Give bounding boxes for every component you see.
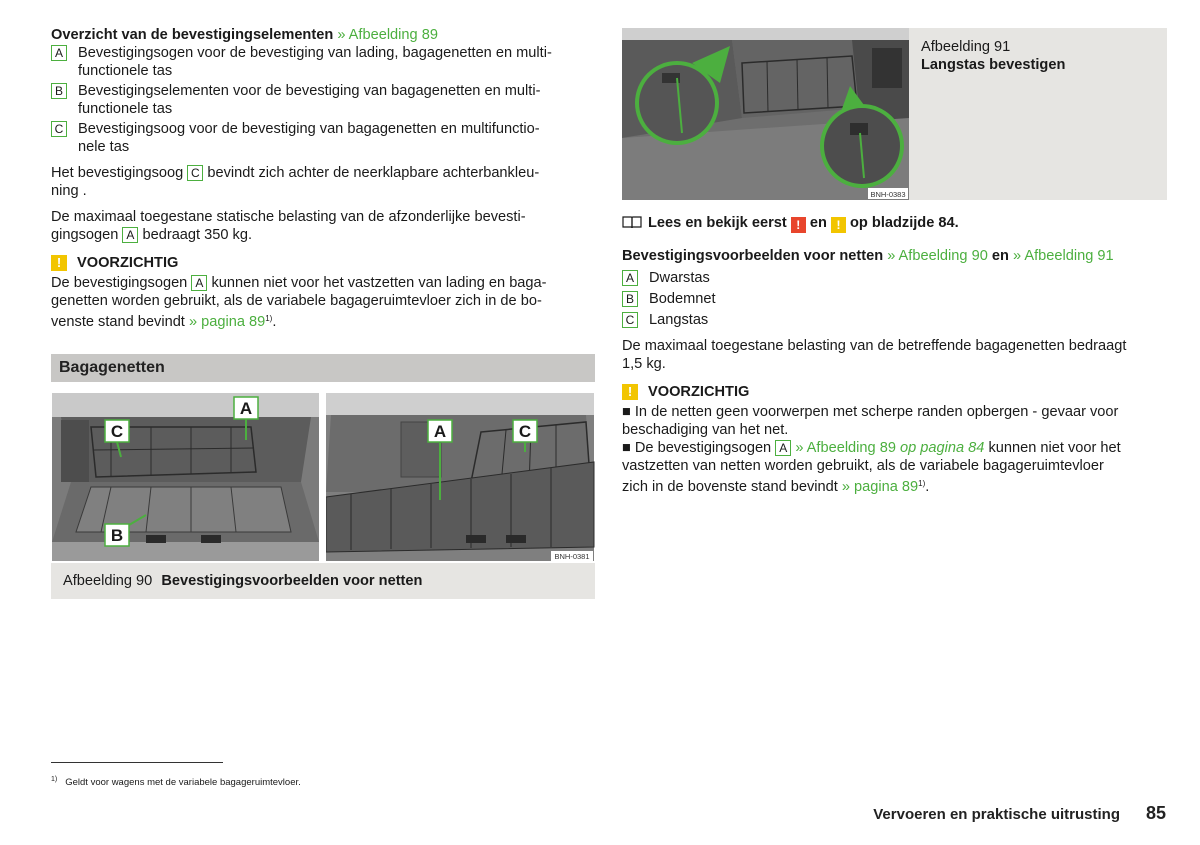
page-link[interactable]: » pagina 89 <box>841 479 919 495</box>
item-text: Bodemnet <box>649 291 716 307</box>
label-box: C <box>51 121 67 137</box>
label-box: C <box>622 312 638 328</box>
item-text: nele tas <box>78 139 130 155</box>
figure-89-link[interactable]: » Afbeelding 89 <box>795 440 896 456</box>
list-item <box>51 82 595 118</box>
figure-90 <box>51 392 595 562</box>
callout-label: B <box>110 526 124 545</box>
label-box: B <box>622 291 638 307</box>
figure-90-illustration <box>51 392 595 562</box>
callout-label: A <box>433 422 447 441</box>
list-item <box>51 120 595 156</box>
figure-91-illustration <box>622 28 909 200</box>
callout-label: C <box>518 422 532 441</box>
paragraph-static-load: De maximaal toegestane statische belasting van de afzonderlijke bevesti- gingsogen A bedraagt 350 kg. <box>51 209 526 243</box>
paragraph-max-load: De maximaal toegestane belasting van de betreffende bagagenetten bedraagt 1,5 kg. <box>622 338 1127 372</box>
left-column <box>51 26 595 331</box>
warning-bullet-2: ■ De bevestigingsogen A » Afbeelding 89 op pagina 84 kunnen niet voor het vastzetten van netten worden gebruikt, als de variabele bagageruimtevloer zich in de bovenste stand bevindt » pagina 89$^{1)}$. <box>622 440 1121 495</box>
figure-91-link[interactable]: » Afbeelding 91 <box>1012 248 1114 264</box>
list-item <box>622 269 1168 287</box>
figure-90-link[interactable]: » Afbeelding 90 <box>887 248 988 264</box>
figure-90-caption: Afbeelding 90 Bevestigingsvoorbeelden voor netten <box>51 563 595 599</box>
item-text: Bevestigingsoog voor de bevestiging van bagagenetten en multifunctio- <box>78 121 540 137</box>
callout-c-left <box>105 420 129 442</box>
item-text: functionele tas <box>78 101 173 117</box>
warning-bullet-1: ■ In de netten geen voorwerpen met scherpe randen opbergen - gevaar voor beschadiging van het net. <box>622 404 1119 438</box>
book-icon <box>622 215 642 229</box>
figure-91 <box>622 28 909 200</box>
warning-text: De bevestigingsogen A kunnen niet voor het vastzetten van lading en baga- genetten worden gebruikt, als de variabele bagageruimtevloer zich in de bo- venste stand bevindt » pagina 89$^{1)}$. <box>51 275 547 330</box>
page-link[interactable]: » pagina 89 <box>188 314 266 330</box>
callout-a-right <box>428 420 452 442</box>
right-column <box>622 214 1168 496</box>
label-box: A <box>622 270 638 286</box>
list-item <box>622 311 1168 329</box>
page-84-link[interactable]: op pagina 84 <box>900 440 985 456</box>
figure-code: BNH-0381 <box>554 552 590 561</box>
label-box: C <box>187 165 203 181</box>
paragraph-eye-location: Het bevestigingsoog C bevindt zich achter de neerklapbare achterbankleu- ning . <box>51 165 540 199</box>
callout-c-right <box>513 420 537 442</box>
warning-heading: ! VOORZICHTIG <box>622 383 1168 401</box>
callout-label: C <box>110 422 124 441</box>
warning-icon: ! <box>51 255 67 271</box>
label-box: B <box>51 83 67 99</box>
list-item <box>51 44 595 80</box>
footnote-ref: 1) <box>918 479 926 488</box>
overview-figure-link[interactable]: » Afbeelding 89 <box>337 27 438 43</box>
overview-heading-text: Overzicht van de bevestigingselementen <box>51 27 334 43</box>
warning-icon: ! <box>622 384 638 400</box>
callout-label: A <box>239 399 253 418</box>
chapter-title: Vervoeren en praktische uitrusting <box>873 806 1120 823</box>
read-first-line: Lees en bekijk eerst ! en ! op bladzijde 84. <box>622 214 1168 233</box>
examples-heading: Bevestigingsvoorbeelden voor netten » Afbeelding 90 en » Afbeelding 91 <box>622 248 1114 264</box>
figure-90-left-panel <box>52 393 319 561</box>
item-text: Langstas <box>649 312 709 328</box>
footnote-ref: 1) <box>265 314 273 323</box>
overview-heading <box>51 26 595 44</box>
figure-91-caption: Afbeelding 91 Langstas bevestigen <box>909 28 1167 200</box>
callout-a-left <box>234 397 258 419</box>
item-text: functionele tas <box>78 63 173 79</box>
item-text: Bevestigingselementen voor de bevestiging van bagagenetten en multi- <box>78 83 541 99</box>
callout-b-left <box>105 524 129 546</box>
warning-heading: ! VOORZICHTIG <box>51 254 595 272</box>
label-box: A <box>122 227 138 243</box>
danger-icon: ! <box>791 217 806 233</box>
caution-icon: ! <box>831 217 846 233</box>
figure-code: BNH-0383 <box>870 190 906 199</box>
page-number: 85 <box>1145 803 1166 823</box>
figure-90-right-panel <box>326 393 594 561</box>
item-text: Dwarstas <box>649 270 710 286</box>
footnote: $^{1)}$ Geldt voor wagens met de variabele bagageruimtevloer. <box>51 776 301 789</box>
footnote-divider <box>51 762 223 763</box>
label-box: A <box>51 45 67 61</box>
label-box: A <box>775 440 791 456</box>
list-item <box>622 290 1168 308</box>
section-title: Bagagenetten <box>51 354 595 382</box>
item-text: Bevestigingsogen voor de bevestiging van lading, bagagenetten en multi- <box>78 45 552 61</box>
label-box: A <box>191 275 207 291</box>
